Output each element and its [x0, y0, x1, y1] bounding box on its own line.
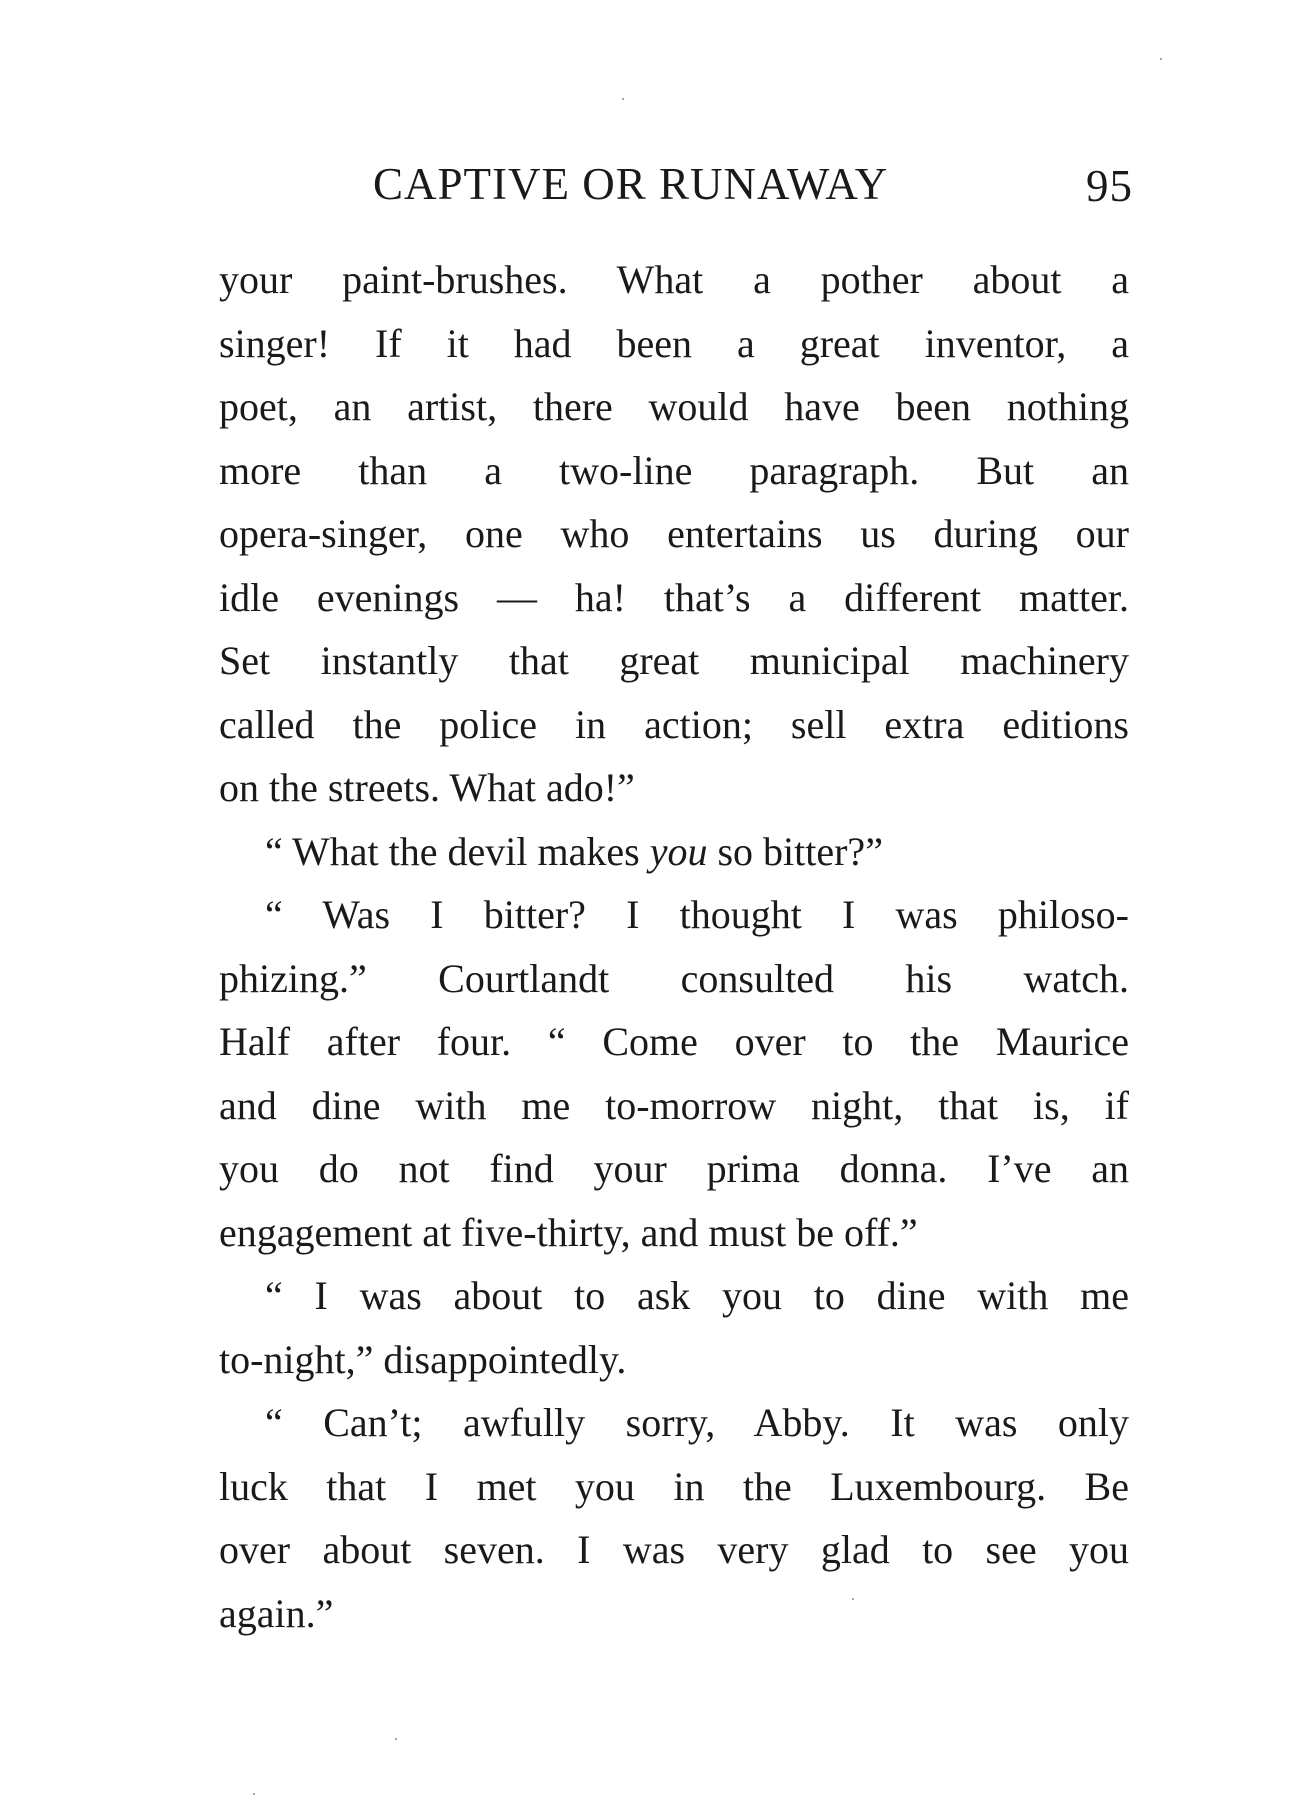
text-line: over about seven. I was very glad to see you [219, 1527, 1129, 1572]
text-line: on the streets. What ado!” [219, 765, 635, 810]
text-line: called the police in action; sell extra editions [219, 701, 1129, 747]
text-line: and dine with me to-morrow night, that is, if [219, 1082, 1129, 1128]
text-line: your paint-brushes. What a pother about a [219, 257, 1129, 302]
running-head: CAPTIVE OR RUNAWAY [373, 159, 889, 209]
text-line: luck that I met you in the Luxembourg. Be [219, 1463, 1129, 1509]
page-header [373, 158, 1133, 218]
text-line: more than a two-line paragraph. But an [219, 447, 1129, 493]
text-line: to-night,” disappointedly. [219, 1336, 627, 1382]
text-line: Half after four. “ Come over to the Maurice [219, 1019, 1129, 1064]
text-line: “ Was I bitter? I thought I was philoso- [265, 892, 1129, 937]
text-line: “ Can’t; awfully sorry, Abby. It was only [265, 1400, 1129, 1445]
text-line: Set instantly that great municipal machinery [219, 638, 1129, 683]
text-line: singer! If it had been a great inventor, a [219, 320, 1129, 366]
text-line: opera-singer, one who entertains us during our [219, 511, 1129, 556]
text-line: “ What the devil makes you so bitter?” [265, 828, 883, 874]
text-line: phizing.” Courtlandt consulted his watch. [219, 955, 1129, 1001]
page-number: 95 [1086, 161, 1133, 211]
body-text [219, 248, 1129, 1645]
text-line: idle evenings — ha! that’s a different matter. [219, 574, 1129, 620]
text-line: you do not find your prima donna. I’ve an [219, 1146, 1129, 1191]
text-line: again.” [219, 1590, 334, 1636]
text-line: engagement at five-thirty, and must be off.” [219, 1209, 918, 1255]
text-line: poet, an artist, there would have been nothing [219, 384, 1129, 429]
text-line: “ I was about to ask you to dine with me [265, 1273, 1129, 1318]
